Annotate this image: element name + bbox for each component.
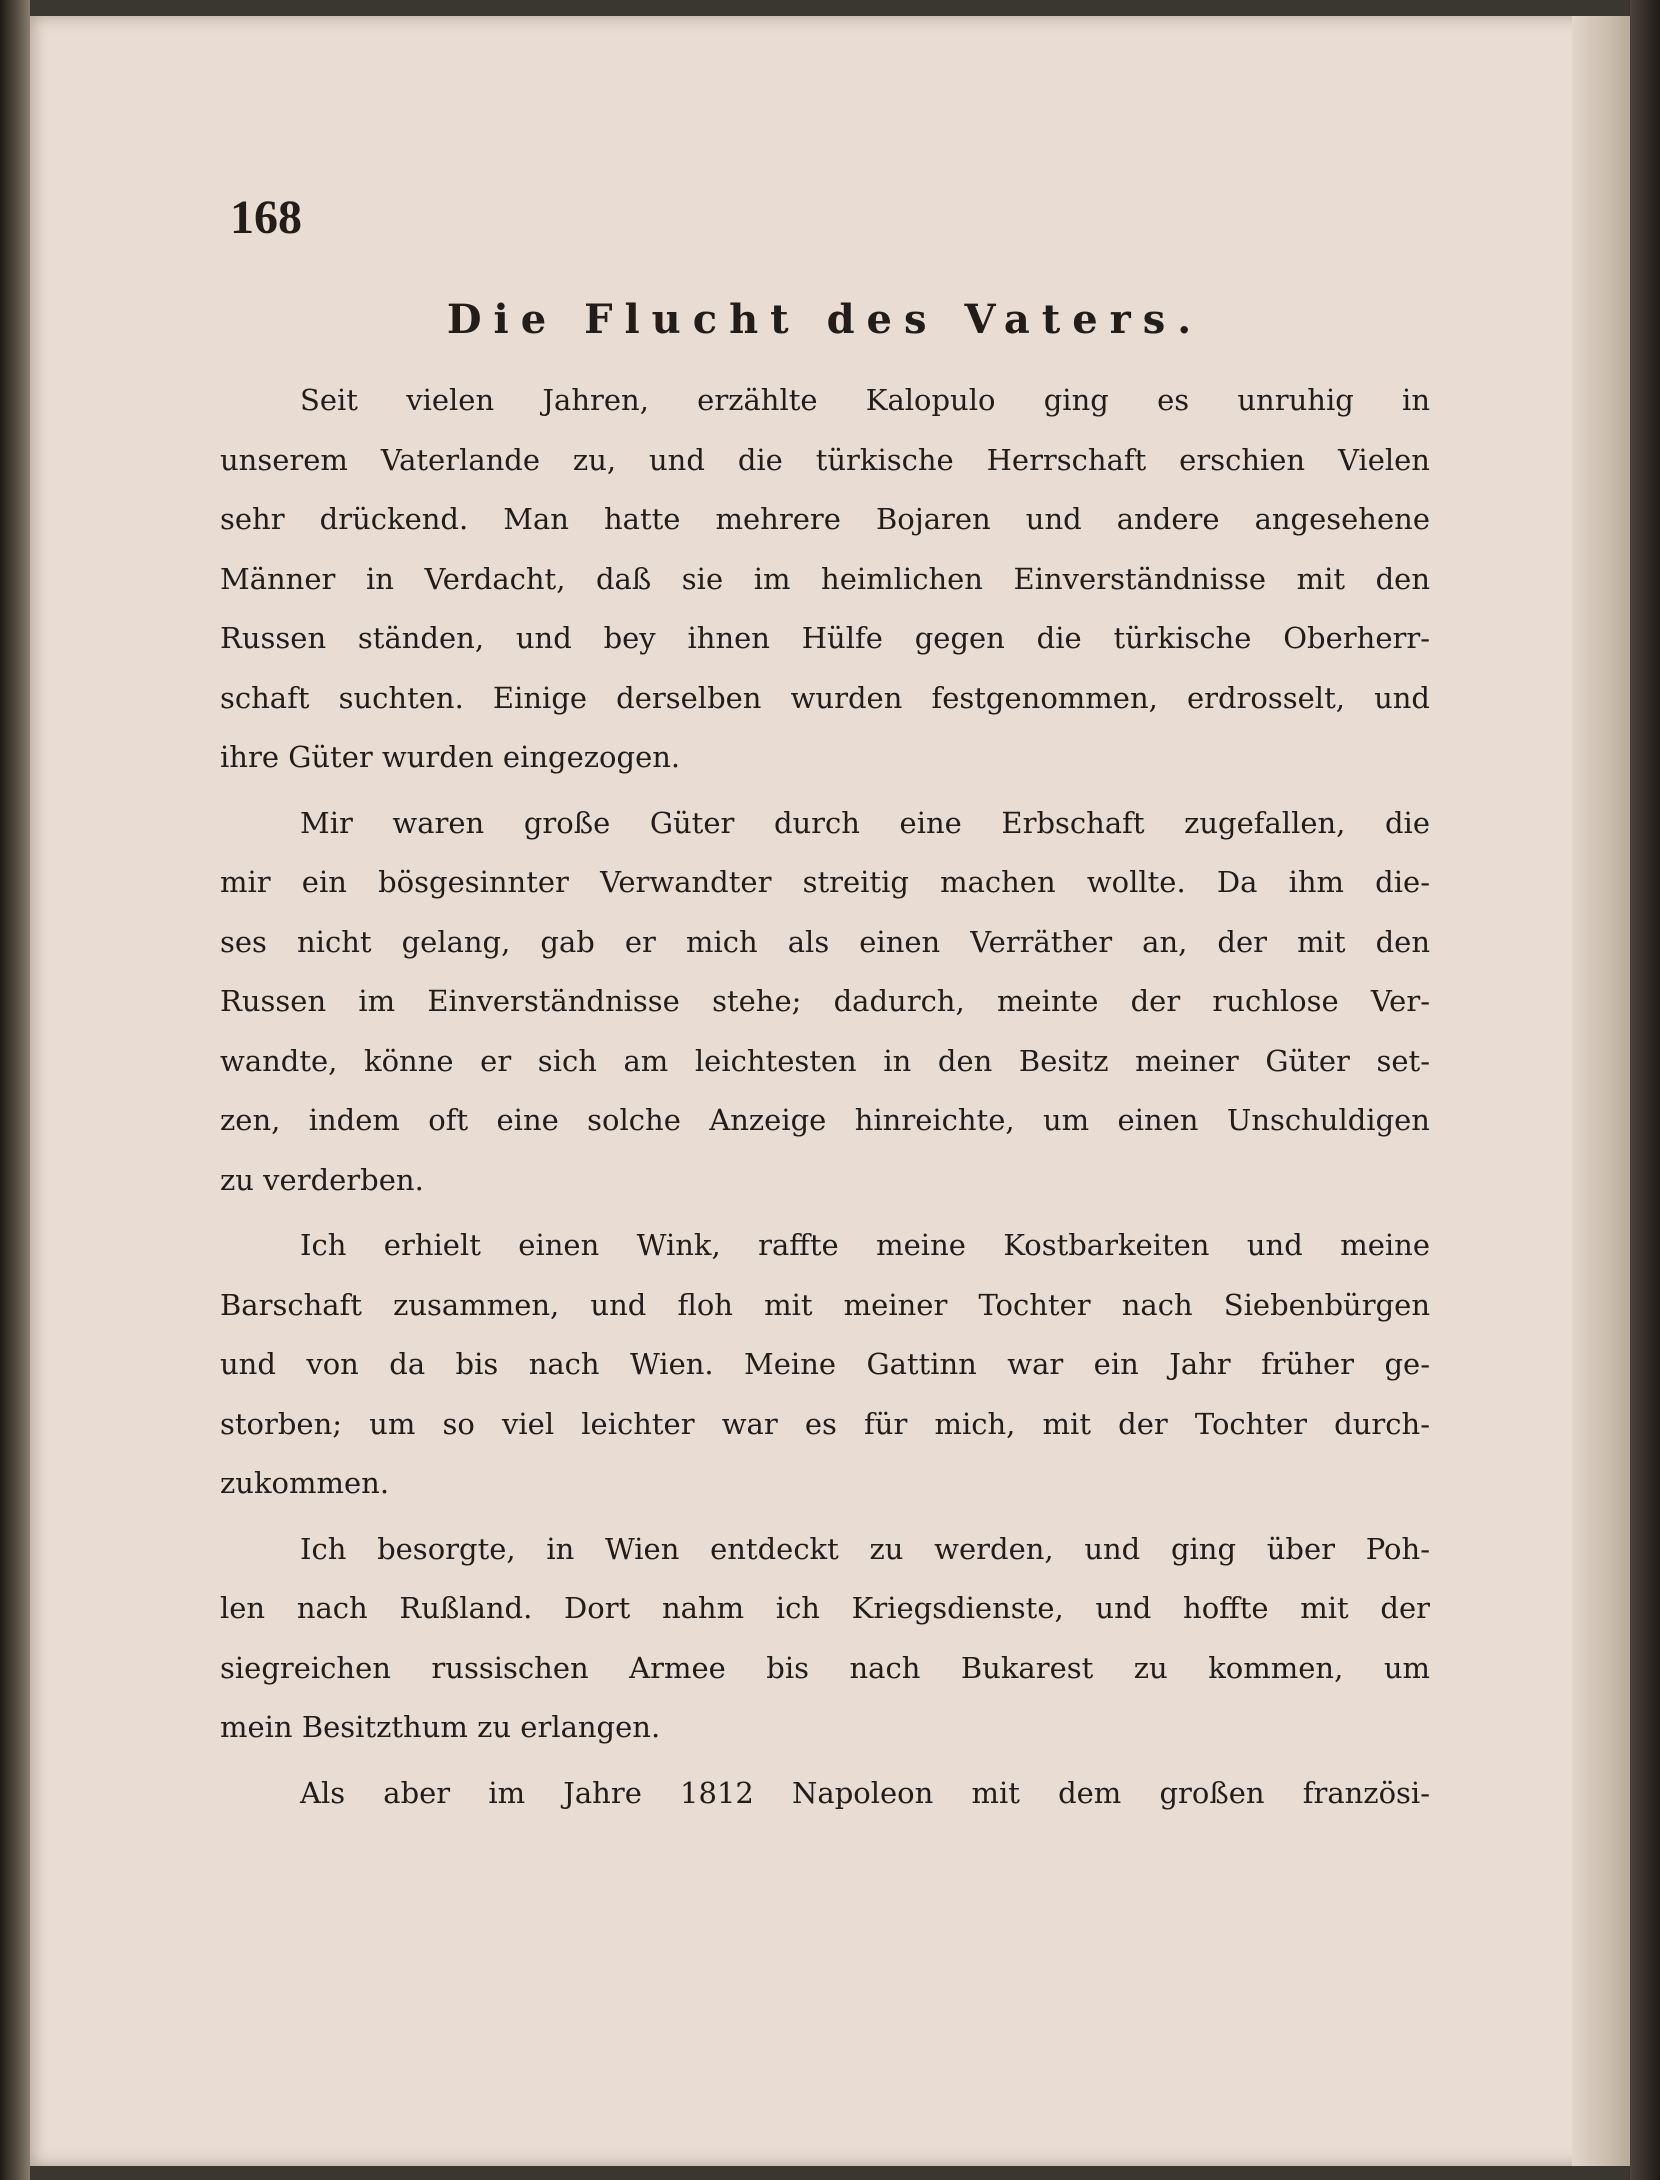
paragraph-2 bbox=[220, 794, 1430, 1211]
text-line: zu verderben. bbox=[220, 1162, 424, 1197]
paragraph-1 bbox=[220, 371, 1430, 788]
text-line: storben; um so viel leichter war es für mich, mit der Tochter durch- bbox=[220, 1406, 1430, 1441]
text-line: mir ein bösgesinnter Verwandter streitig machen wollte. Da ihm die- bbox=[220, 865, 1430, 899]
paragraph-3 bbox=[220, 1216, 1430, 1514]
text-line: Als aber im Jahre 1812 Napoleon mit dem großen französi- bbox=[300, 1775, 1430, 1810]
paragraph-5 bbox=[220, 1764, 1430, 1824]
text-line: siegreichen russischen Armee bis nach Bukarest zu kommen, um bbox=[220, 1650, 1430, 1685]
text-line: schaft suchten. Einige derselben wurden festgenommen, erdrosselt, und bbox=[220, 680, 1430, 715]
text-line: Ich erhielt einen Wink, raffte meine Kostbarkeiten und meine bbox=[300, 1228, 1430, 1262]
text-line: mein Besitzthum zu erlangen. bbox=[220, 1710, 661, 1744]
text-line: Männer in Verdacht, daß sie im heimlichen Einverständnisse mit den bbox=[220, 561, 1430, 596]
text-line: zukommen. bbox=[220, 1466, 390, 1500]
text-line: wandte, könne er sich am leichtesten in den Besitz meiner Güter set- bbox=[220, 1043, 1430, 1078]
text-line: Russen ständen, und bey ihnen Hülfe gegen die türkische Oberherr- bbox=[220, 621, 1430, 655]
text-line: Russen im Einverständnisse stehe; dadurch, meinte der ruchlose Ver- bbox=[220, 984, 1430, 1018]
paragraph-4 bbox=[220, 1520, 1430, 1758]
chapter-title: Die Flucht des Vaters. bbox=[446, 296, 1204, 343]
text-line: zen, indem oft eine solche Anzeige hinreichte, um einen Unschuldigen bbox=[220, 1103, 1430, 1137]
book-spine-edge bbox=[0, 0, 30, 2180]
text-line: Mir waren große Güter durch eine Erbschaft zugefallen, die bbox=[300, 805, 1430, 840]
text-line: unserem Vaterlande zu, und die türkische Herrschaft erschien Vielen bbox=[220, 442, 1430, 477]
text-line: ses nicht gelang, gab er mich als einen Verräther an, der mit den bbox=[220, 924, 1430, 959]
text-line: und von da bis nach Wien. Meine Gattinn war ein Jahr früher ge- bbox=[220, 1347, 1430, 1381]
text-line: Seit vielen Jahren, erzählte Kalopulo ging es unruhig in bbox=[300, 383, 1430, 417]
text-line: sehr drückend. Man hatte mehrere Bojaren und andere angesehene bbox=[220, 502, 1430, 536]
text-line: len nach Rußland. Dort nahm ich Kriegsdienste, und hoffte mit der bbox=[220, 1591, 1430, 1625]
page-content bbox=[220, 190, 1430, 1829]
page-number: 168 bbox=[230, 191, 302, 244]
text-line: Ich besorgte, in Wien entdeckt zu werden, und ging über Poh- bbox=[300, 1531, 1430, 1566]
page-fore-edge-shadow bbox=[1572, 16, 1630, 2166]
text-line: Barschaft zusammen, und floh mit meiner Tochter nach Siebenbürgen bbox=[220, 1287, 1430, 1322]
book-fore-edge bbox=[1630, 0, 1660, 2180]
text-line: ihre Güter wurden eingezogen. bbox=[220, 740, 681, 774]
